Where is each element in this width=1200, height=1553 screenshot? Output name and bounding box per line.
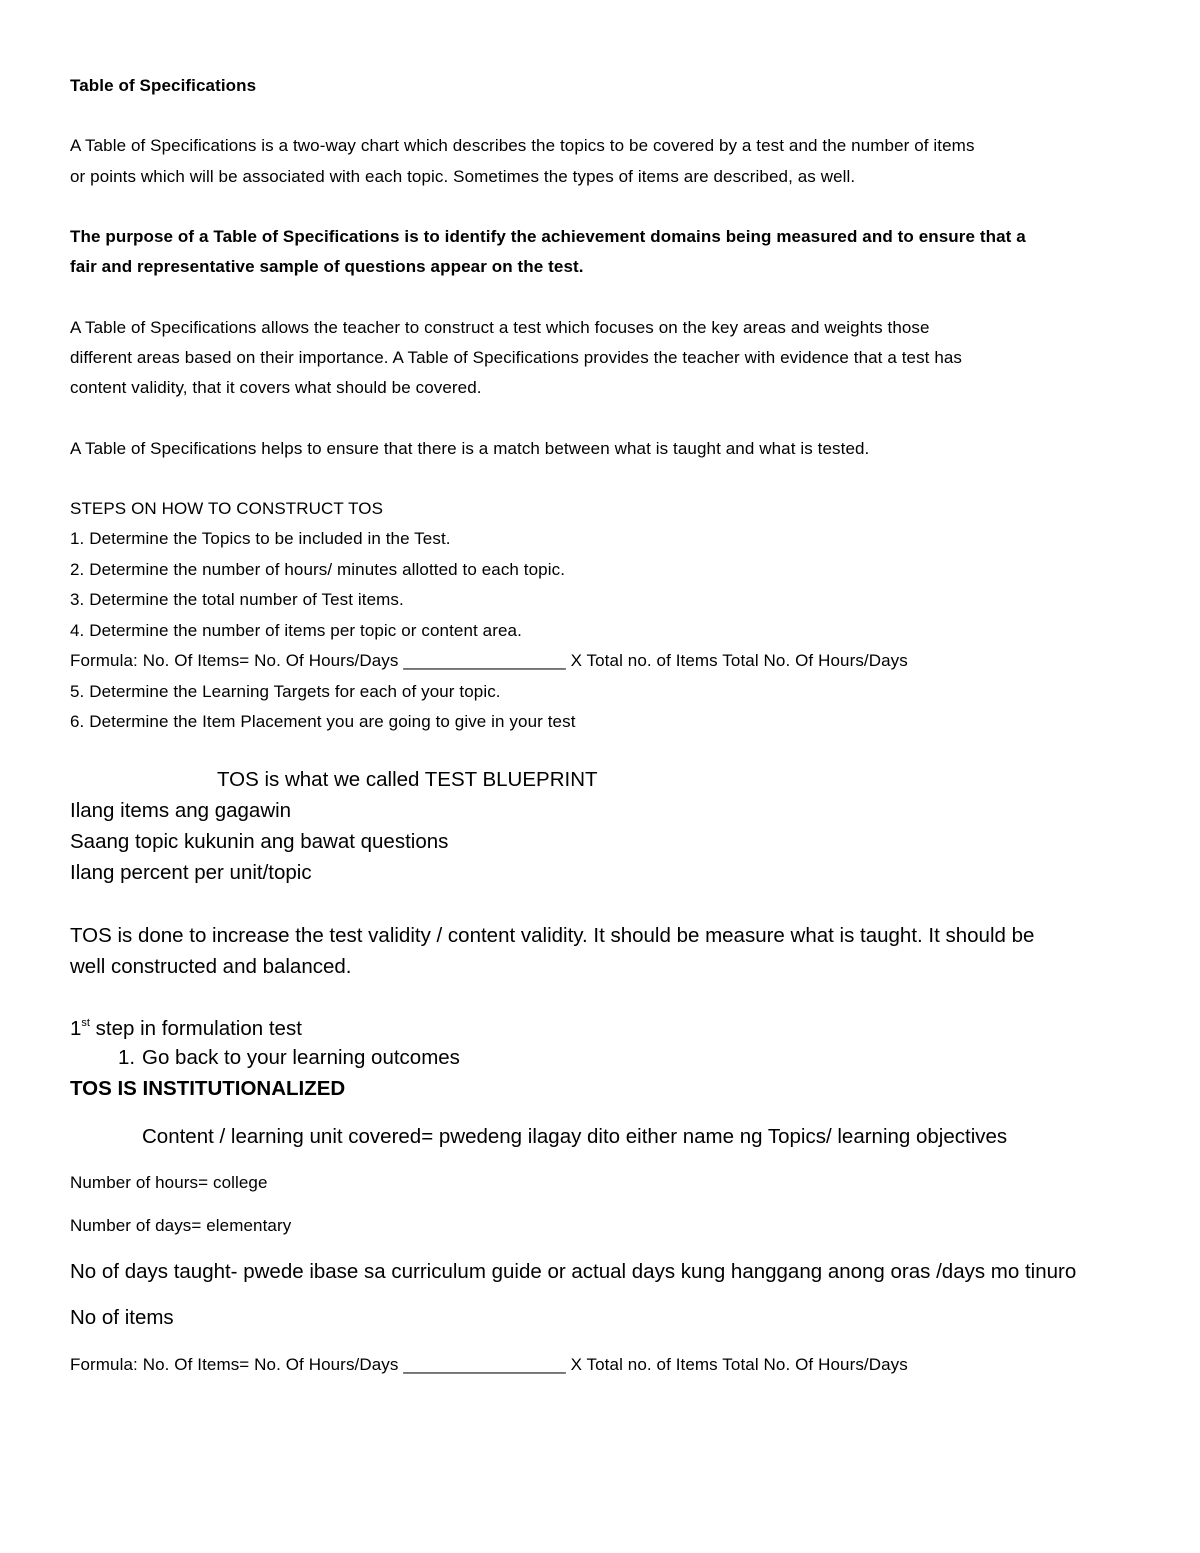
step-2: 2. Determine the number of hours/ minutes allotted to each topic. bbox=[70, 560, 566, 579]
no-of-items-line: No of items bbox=[70, 1306, 174, 1329]
blueprint-heading: TOS is what we called TEST BLUEPRINT bbox=[217, 768, 598, 791]
formula-line: Formula: No. Of Items= No. Of Hours/Days _________________ X Total no. of Items Total No. Of Hours/Days bbox=[70, 651, 908, 670]
days-taught-line: No of days taught- pwede ibase sa curriculum guide or actual days kung hanggang anong oras /days mo tinuro bbox=[70, 1260, 1077, 1283]
step-5: 5. Determine the Learning Targets for each of your topic. bbox=[70, 682, 501, 701]
allows-line-1: A Table of Specifications allows the teacher to construct a test which focuses on the key areas and weights those bbox=[70, 318, 930, 337]
days-line: Number of days= elementary bbox=[70, 1216, 292, 1235]
institutionalized-heading: TOS IS INSTITUTIONALIZED bbox=[70, 1077, 346, 1100]
step-4: 4. Determine the number of items per topic or content area. bbox=[70, 621, 522, 640]
intro-line-1: A Table of Specifications is a two-way chart which describes the topics to be covered by a test and the number of items bbox=[70, 136, 975, 155]
first-step-heading bbox=[70, 1019, 302, 1040]
content-line: Content / learning unit covered= pwedeng ilagay dito either name ng Topics/ learning objectives bbox=[142, 1125, 1008, 1148]
steps-heading: STEPS ON HOW TO CONSTRUCT TOS bbox=[70, 499, 384, 518]
helps-paragraph: A Table of Specifications helps to ensure that there is a match between what is taught and what is tested. bbox=[70, 439, 870, 458]
allows-line-3: content validity, that it covers what should be covered. bbox=[70, 378, 482, 397]
step-6: 6. Determine the Item Placement you are going to give in your test bbox=[70, 712, 576, 731]
first-step-text: step in formulation test bbox=[89, 1017, 302, 1040]
validity-line-1: TOS is done to increase the test validity / content validity. It should be measure what is taught. It should be bbox=[70, 924, 1035, 947]
document-title: Table of Specifications bbox=[70, 76, 257, 95]
step-1: 1. Determine the Topics to be included in the Test. bbox=[70, 529, 451, 548]
intro-line-2: or points which will be associated with each topic. Sometimes the types of items are described, as well. bbox=[70, 167, 856, 186]
step-3: 3. Determine the total number of Test items. bbox=[70, 590, 404, 609]
purpose-line-2: fair and representative sample of questions appear on the test. bbox=[70, 257, 584, 276]
purpose-line-1: The purpose of a Table of Specifications is to identify the achievement domains being measured and to ensure that a bbox=[70, 227, 1026, 246]
first-step-superscript: st bbox=[81, 1017, 90, 1029]
blueprint-question-3: Ilang percent per unit/topic bbox=[70, 861, 312, 884]
first-step-ordinal: 1 bbox=[70, 1017, 82, 1040]
first-step-item bbox=[118, 1048, 460, 1069]
hours-line: Number of hours= college bbox=[70, 1173, 268, 1192]
list-number: 1. bbox=[118, 1046, 136, 1069]
blueprint-question-2: Saang topic kukunin ang bawat questions bbox=[70, 830, 449, 853]
blueprint-question-1: Ilang items ang gagawin bbox=[70, 799, 292, 822]
list-item-text: Go back to your learning outcomes bbox=[142, 1046, 460, 1069]
validity-line-2: well constructed and balanced. bbox=[70, 955, 352, 978]
formula-line-2: Formula: No. Of Items= No. Of Hours/Days _________________ X Total no. of Items Total No. Of Hours/Days bbox=[70, 1355, 908, 1374]
allows-line-2: different areas based on their importance. A Table of Specifications provides the teacher with evidence that a test has bbox=[70, 348, 963, 367]
